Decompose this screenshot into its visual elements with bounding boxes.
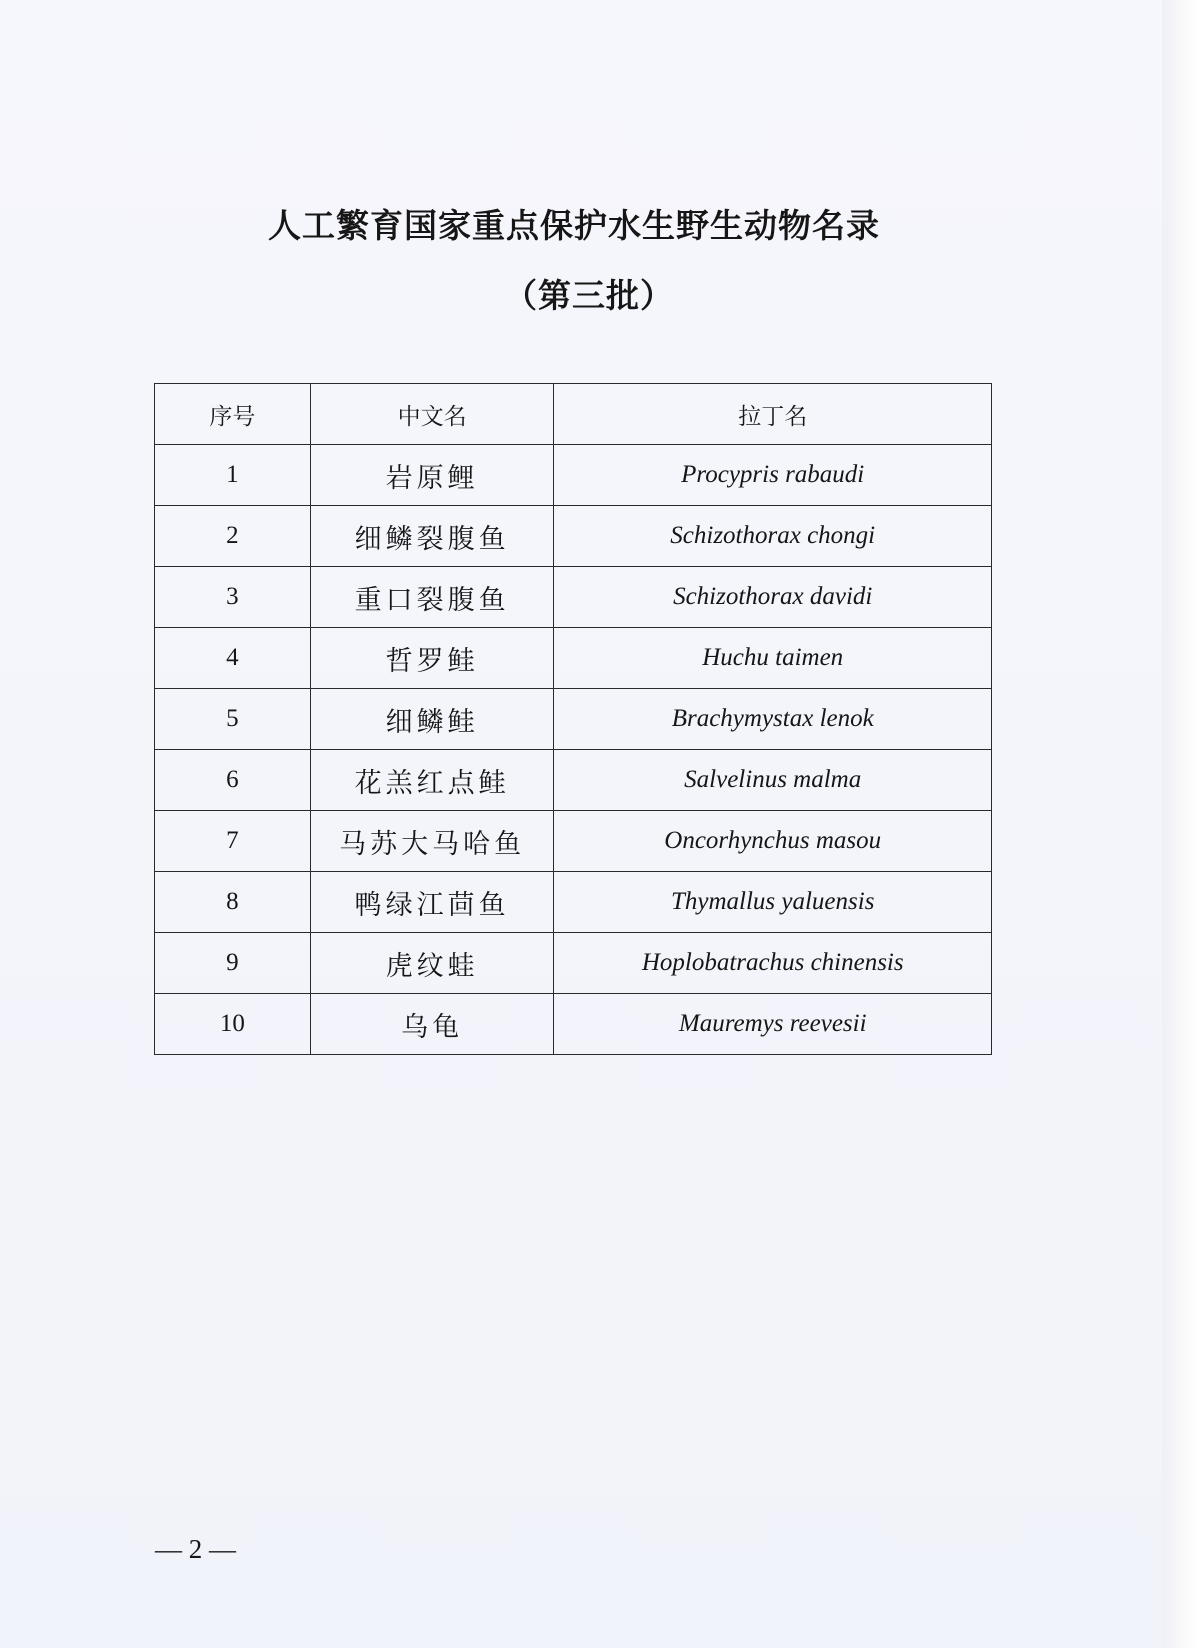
header-latin-name: 拉丁名 bbox=[554, 384, 992, 445]
row-latin-name: Procypris rabaudi bbox=[554, 445, 992, 506]
row-latin-name: Brachymystax lenok bbox=[554, 689, 992, 750]
row-number: 4 bbox=[155, 628, 311, 689]
table-row bbox=[155, 689, 992, 750]
row-number: 10 bbox=[155, 994, 311, 1055]
species-table bbox=[154, 383, 992, 1055]
row-latin-name: Mauremys reevesii bbox=[554, 994, 992, 1055]
row-latin-name: Salvelinus malma bbox=[554, 750, 992, 811]
row-chinese-name: 虎纹蛙 bbox=[310, 933, 554, 994]
row-number: 3 bbox=[155, 567, 311, 628]
row-chinese-name: 乌龟 bbox=[310, 994, 554, 1055]
table-row bbox=[155, 445, 992, 506]
table-row bbox=[155, 933, 992, 994]
row-latin-name: Schizothorax chongi bbox=[554, 506, 992, 567]
table-row bbox=[155, 994, 992, 1055]
table-row bbox=[155, 872, 992, 933]
row-chinese-name: 细鳞鲑 bbox=[310, 689, 554, 750]
page-number: — 2 — bbox=[155, 1534, 236, 1564]
row-latin-name: Huchu taimen bbox=[554, 628, 992, 689]
row-latin-name: Thymallus yaluensis bbox=[554, 872, 992, 933]
row-number: 7 bbox=[155, 811, 311, 872]
row-number: 2 bbox=[155, 506, 311, 567]
header-chinese-name: 中文名 bbox=[310, 384, 554, 445]
row-chinese-name: 细鳞裂腹鱼 bbox=[310, 506, 554, 567]
header-number: 序号 bbox=[155, 384, 311, 445]
row-number: 1 bbox=[155, 445, 311, 506]
row-latin-name: Schizothorax davidi bbox=[554, 567, 992, 628]
table-row bbox=[155, 750, 992, 811]
row-chinese-name: 花羔红点鲑 bbox=[310, 750, 554, 811]
page-edge-shadow bbox=[1162, 0, 1200, 1648]
table-row bbox=[155, 506, 992, 567]
row-number: 8 bbox=[155, 872, 311, 933]
table-row bbox=[155, 628, 992, 689]
row-chinese-name: 鸭绿江茴鱼 bbox=[310, 872, 554, 933]
row-chinese-name: 哲罗鲑 bbox=[310, 628, 554, 689]
row-chinese-name: 岩原鲤 bbox=[310, 445, 554, 506]
row-chinese-name: 马苏大马哈鱼 bbox=[310, 811, 554, 872]
row-chinese-name: 重口裂腹鱼 bbox=[310, 567, 554, 628]
document-title: 人工繁育国家重点保护水生野生动物名录 bbox=[268, 206, 880, 245]
row-number: 5 bbox=[155, 689, 311, 750]
row-latin-name: Oncorhynchus masou bbox=[554, 811, 992, 872]
row-number: 6 bbox=[155, 750, 311, 811]
table-header-row bbox=[155, 384, 992, 445]
row-number: 9 bbox=[155, 933, 311, 994]
table-row bbox=[155, 567, 992, 628]
row-latin-name: Hoplobatrachus chinensis bbox=[554, 933, 992, 994]
table-row bbox=[155, 811, 992, 872]
document-subtitle: （第三批） bbox=[504, 276, 674, 315]
